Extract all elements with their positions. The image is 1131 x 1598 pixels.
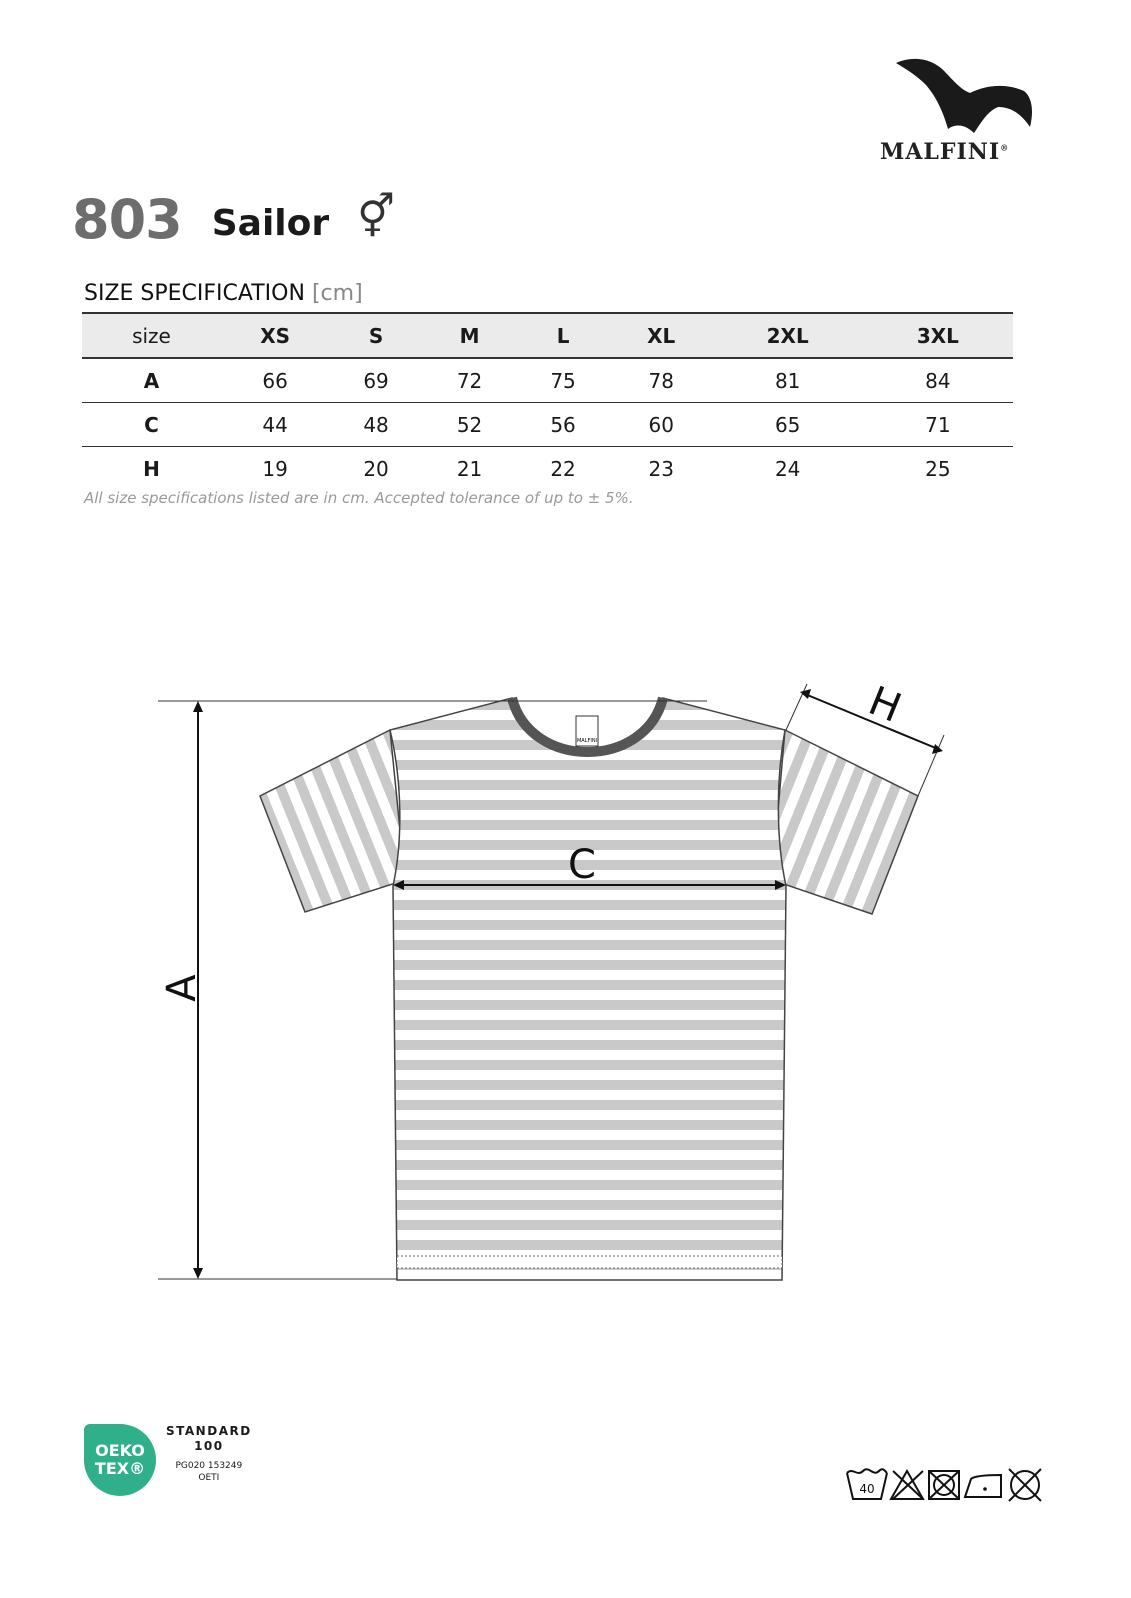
table-cell: 60: [610, 403, 713, 447]
size-header-2xl: 2XL: [713, 313, 863, 358]
size-header-m: M: [423, 313, 517, 358]
size-header-s: S: [329, 313, 423, 358]
oeko-badge-line2: TEX®: [94, 1459, 146, 1478]
table-cell: 65: [713, 403, 863, 447]
tshirt-diagram: [0, 660, 1131, 1300]
table-cell: 56: [516, 403, 610, 447]
iron-low-icon: [965, 1475, 1001, 1497]
size-header-3xl: 3XL: [863, 313, 1013, 358]
size-spec-unit: [cm]: [311, 281, 363, 306]
label-c: C: [568, 842, 596, 888]
unisex-icon: ⚥: [357, 192, 396, 241]
right-sleeve: [772, 730, 918, 914]
table-cell: 75: [516, 358, 610, 403]
wash-40-icon: [847, 1469, 887, 1499]
tolerance-note: All size specifications listed are in cm. Accepted tolerance of up to ± 5%.: [84, 489, 634, 507]
brand-logo: [880, 55, 1050, 165]
table-cell: 48: [329, 403, 423, 447]
oeko-badge-line1: OEKO: [95, 1441, 145, 1460]
no-dry-clean-icon: [1009, 1469, 1041, 1501]
table-cell: 69: [329, 358, 423, 403]
table-cell: 66: [221, 358, 329, 403]
size-table: [82, 312, 1013, 490]
size-spec-title: SIZE SPECIFICATION: [84, 281, 305, 306]
eagle-icon: [894, 55, 1034, 135]
label-h: H: [862, 677, 908, 732]
oeko-standard: STANDARD: [166, 1424, 252, 1438]
size-header-row: [82, 313, 1013, 358]
no-bleach-icon: [891, 1471, 923, 1499]
table-cell: 22: [550, 456, 576, 481]
row-label-a: A: [82, 358, 221, 403]
oeko-tex-certificate: [84, 1424, 252, 1496]
table-cell: 19: [262, 456, 288, 481]
table-cell: 20: [363, 456, 389, 481]
oeko-code: PG020 153249: [175, 1461, 243, 1471]
size-header-label: size: [82, 313, 221, 358]
table-cell: 24: [774, 456, 801, 481]
left-sleeve: [260, 730, 405, 912]
size-spec-heading: [84, 281, 363, 306]
table-cell: 71: [863, 403, 1013, 447]
table-row: [82, 358, 1013, 403]
table-row: [82, 447, 1013, 491]
no-tumble-dry-icon: [929, 1471, 959, 1499]
shirt-body: [390, 698, 786, 1280]
size-header-xs: XS: [221, 313, 329, 358]
product-code: 803: [72, 188, 182, 251]
neck-label: MALFINI: [576, 738, 598, 744]
product-title: [72, 188, 395, 251]
row-label-c: C: [82, 403, 221, 447]
table-cell: 84: [863, 358, 1013, 403]
label-a: A: [159, 974, 205, 1002]
table-cell: 52: [423, 403, 517, 447]
registered-mark: ®: [1000, 142, 1010, 153]
size-header-xl: XL: [610, 313, 713, 358]
table-cell: 78: [610, 358, 713, 403]
row-label-h: H: [143, 456, 160, 481]
table-cell: 72: [423, 358, 517, 403]
table-cell: 81: [713, 358, 863, 403]
table-cell: 21: [456, 456, 483, 481]
table-cell: 44: [221, 403, 329, 447]
oeko-institute: OETI: [198, 1473, 220, 1483]
care-symbols: [845, 1465, 1045, 1505]
table-row: [82, 403, 1013, 447]
brand-name: MALFINI: [880, 139, 1001, 165]
table-cell: 25: [925, 456, 951, 481]
oeko-standard-number: 100: [194, 1439, 224, 1453]
svg-text:40: 40: [859, 1482, 875, 1496]
product-name: Sailor: [211, 203, 330, 244]
size-header-l: L: [516, 313, 610, 358]
oeko-tex-badge: [84, 1424, 156, 1496]
table-cell: 23: [648, 456, 674, 481]
